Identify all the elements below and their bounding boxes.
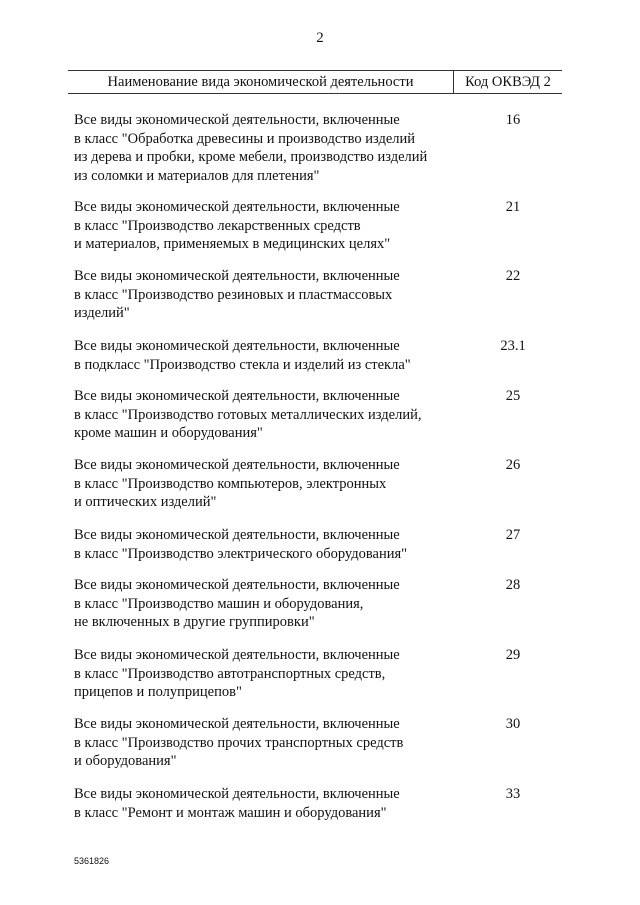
activity-description: Все виды экономической деятельности, включенные в класс "Ремонт и монтаж машин и оборудования" <box>74 786 400 821</box>
header-okved-code: Код ОКВЭД 2 <box>465 74 551 90</box>
activity-description: Все виды экономической деятельности, включенные в класс "Производство машин и оборудования, не включенных в другие группировки" <box>74 577 400 630</box>
activity-description: Все виды экономической деятельности, включенные в класс "Производство компьютеров, электронных и оптических изделий" <box>74 457 400 510</box>
okved-code: 26 <box>505 457 521 473</box>
okved-code: 28 <box>505 577 521 593</box>
document-code: 5361826 <box>74 856 110 866</box>
okved-code: 27 <box>505 527 521 543</box>
okved-code: 29 <box>505 647 521 663</box>
activity-description: Все виды экономической деятельности, включенные в класс "Производство лекарственных средств и материалов, применяемых в медицинских целях" <box>74 199 400 252</box>
table-header <box>68 70 562 94</box>
activity-description: Все виды экономической деятельности, включенные в класс "Производство автотранспортных средств, прицепов и полуприцепов" <box>74 647 400 700</box>
activity-description: Все виды экономической деятельности, включенные в класс "Производство резиновых и пластмассовых изделий" <box>74 268 400 321</box>
okved-table <box>68 70 562 94</box>
okved-code: 22 <box>505 268 521 284</box>
page-number: 2 <box>316 30 324 46</box>
okved-code: 30 <box>505 716 521 732</box>
okved-code: 23.1 <box>500 338 526 354</box>
activity-description: Все виды экономической деятельности, включенные в класс "Производство готовых металлических изделий, кроме машин и оборудования" <box>74 388 422 441</box>
activity-description: Все виды экономической деятельности, включенные в класс "Производство электрического оборудования" <box>74 527 408 562</box>
header-activity-name: Наименование вида экономической деятельности <box>68 71 454 93</box>
okved-code: 25 <box>505 388 521 404</box>
activity-description: Все виды экономической деятельности, включенные в подкласс "Производство стекла и изделий из стекла" <box>74 338 411 373</box>
okved-code: 16 <box>505 112 521 128</box>
okved-code: 33 <box>505 786 521 802</box>
okved-code: 21 <box>505 199 521 215</box>
activity-description: Все виды экономической деятельности, включенные в класс "Производство прочих транспортных средств и оборудования" <box>74 716 404 769</box>
activity-description: Все виды экономической деятельности, включенные в класс "Обработка древесины и производство изделий из дерева и пробки, кроме мебели, производство изделий из соломки и материалов для плетения" <box>74 112 428 184</box>
